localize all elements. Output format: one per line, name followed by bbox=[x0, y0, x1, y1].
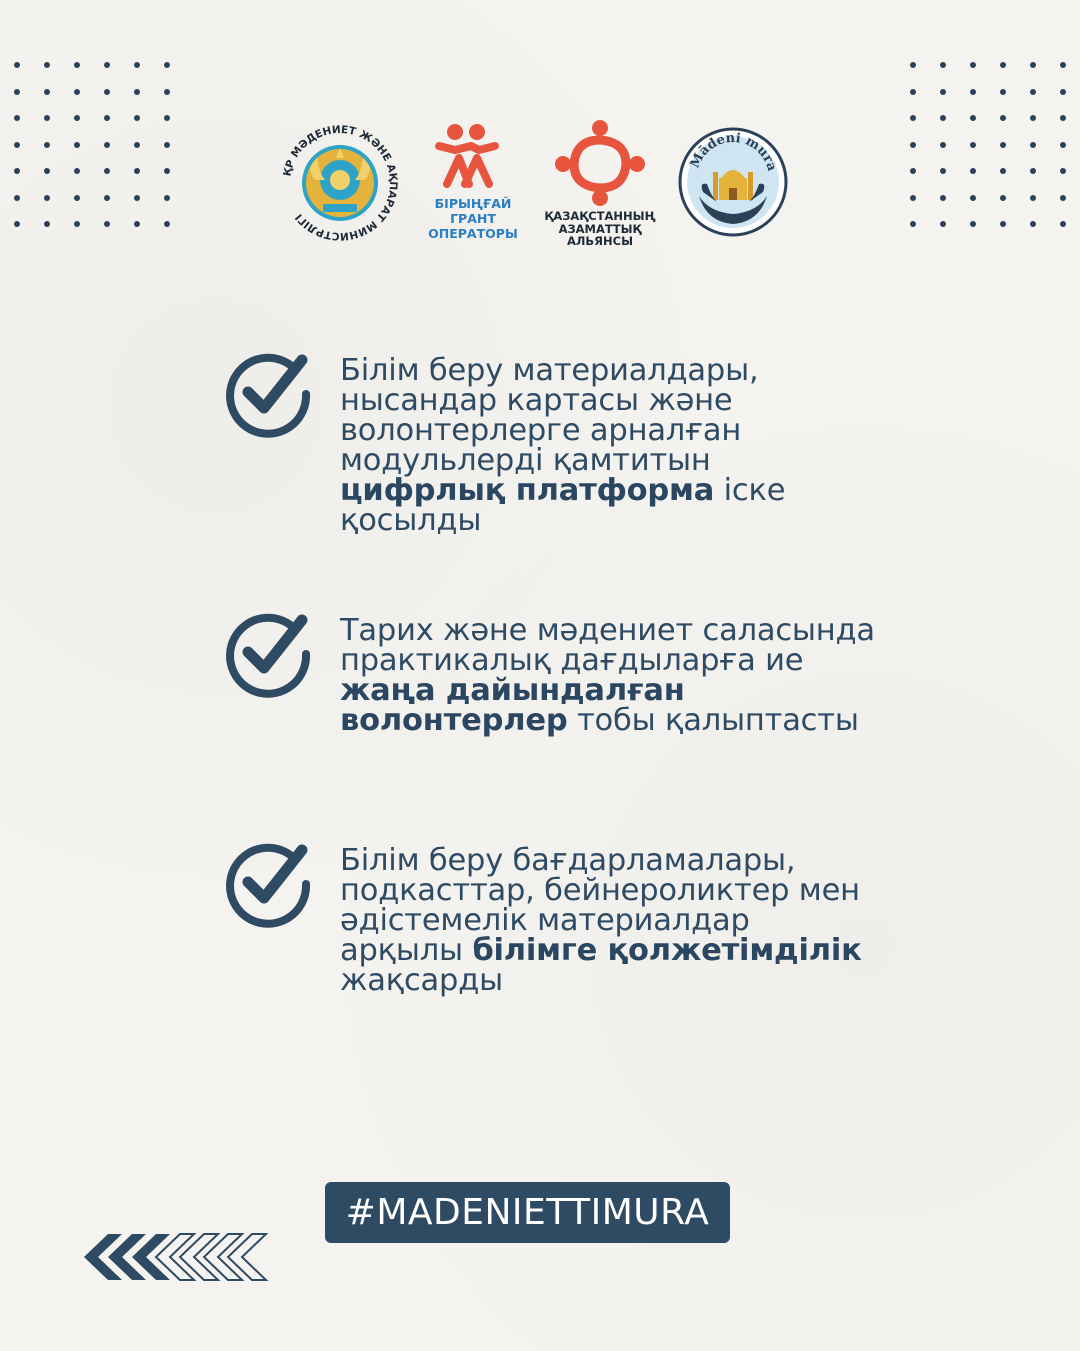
item-2-text bbox=[340, 613, 880, 738]
item-3-text bbox=[340, 843, 880, 998]
decor-dot bbox=[14, 195, 20, 201]
decor-dot bbox=[74, 168, 80, 174]
decor-dot bbox=[910, 142, 916, 148]
alliance-line3: АЛЬЯНСЫ bbox=[566, 234, 634, 248]
grant-line3: ОПЕРАТОРЫ bbox=[428, 226, 518, 241]
dot-pattern-right bbox=[910, 62, 1066, 227]
decor-dot bbox=[910, 115, 916, 121]
decor-dot bbox=[164, 62, 170, 68]
decor-dot bbox=[74, 62, 80, 68]
decor-dot bbox=[1030, 195, 1036, 201]
decor-dot bbox=[1030, 115, 1036, 121]
decor-dot bbox=[970, 142, 976, 148]
decor-dot bbox=[44, 168, 50, 174]
decor-dot bbox=[1060, 115, 1066, 121]
decor-dot bbox=[940, 142, 946, 148]
item-3-bold: білімге қолжетімділік bbox=[472, 933, 862, 968]
decor-dot bbox=[134, 221, 140, 227]
achievement-item-2 bbox=[222, 613, 875, 776]
decor-dot bbox=[14, 221, 20, 227]
decor-dot bbox=[1000, 142, 1006, 148]
decor-dot bbox=[1060, 221, 1066, 227]
decor-dot bbox=[1060, 195, 1066, 201]
mosque-hands-icon bbox=[677, 126, 789, 238]
decor-dot bbox=[14, 142, 20, 148]
decor-dot bbox=[940, 168, 946, 174]
decor-dot bbox=[134, 195, 140, 201]
decor-dot bbox=[14, 115, 20, 121]
decor-dot bbox=[1000, 168, 1006, 174]
decor-dot bbox=[134, 62, 140, 68]
decor-dot bbox=[104, 142, 110, 148]
decor-dot bbox=[970, 168, 976, 174]
checkmark-circle-icon bbox=[222, 606, 314, 698]
item-3-post: жақсарды bbox=[340, 963, 503, 998]
decor-dot bbox=[44, 142, 50, 148]
decor-dot bbox=[134, 142, 140, 148]
civil-alliance-logo bbox=[540, 118, 660, 248]
decor-dot bbox=[104, 89, 110, 95]
decor-dot bbox=[1060, 168, 1066, 174]
madeni-mura-logo bbox=[677, 126, 789, 238]
item-2-bold: жаңа дайындалған волонтерлер bbox=[340, 673, 685, 738]
item-1-text bbox=[340, 353, 880, 538]
decor-dot bbox=[910, 168, 916, 174]
kazakhstan-emblem-icon bbox=[275, 118, 405, 248]
decor-dot bbox=[14, 62, 20, 68]
decor-dot bbox=[74, 89, 80, 95]
grant-operator-logo bbox=[425, 120, 521, 246]
decor-dot bbox=[164, 89, 170, 95]
madeni-mura-arc-text: Mādeni mura bbox=[687, 130, 780, 173]
grant-line2: ГРАНТ bbox=[450, 211, 496, 226]
alliance-line2: АЗАМАТТЫҚ bbox=[558, 221, 642, 236]
decor-dot bbox=[1030, 142, 1036, 148]
ministry-logo bbox=[275, 118, 405, 248]
grant-line1: БІРЫҢҒАЙ bbox=[434, 196, 512, 211]
decor-dot bbox=[44, 62, 50, 68]
decor-dot bbox=[1030, 62, 1036, 68]
decor-dot bbox=[74, 195, 80, 201]
decor-dot bbox=[134, 89, 140, 95]
item-3-pre: Білім беру бағдарламалары, подкасттар, бейнероликтер мен әдістемелік материалдар арқылы bbox=[340, 843, 860, 968]
item-2-pre: Тарих және мәдениет саласында практикалық дағдыларға ие bbox=[340, 613, 875, 678]
decor-dot bbox=[1030, 221, 1036, 227]
achievement-item-1 bbox=[222, 353, 862, 538]
decor-dot bbox=[940, 89, 946, 95]
item-1-post: іске қосылды bbox=[340, 473, 786, 538]
decor-dot bbox=[14, 89, 20, 95]
checkmark-circle-icon bbox=[222, 836, 314, 928]
decor-dot bbox=[910, 62, 916, 68]
decor-dot bbox=[1000, 62, 1006, 68]
decor-dot bbox=[164, 142, 170, 148]
decor-dot bbox=[104, 115, 110, 121]
decor-dot bbox=[74, 142, 80, 148]
decor-dot bbox=[164, 168, 170, 174]
decor-dot bbox=[940, 221, 946, 227]
people-figures-icon bbox=[425, 120, 521, 190]
item-1-bold: цифрлық платформа bbox=[340, 473, 715, 508]
partner-logos bbox=[275, 118, 795, 248]
ministry-ring-text: ҚР МӘДЕНИЕТ ЖӘНЕ АҚПАРАТ МИНИСТРЛІГІ bbox=[281, 123, 400, 243]
decor-dot bbox=[104, 221, 110, 227]
decor-dot bbox=[970, 62, 976, 68]
decor-dot bbox=[74, 221, 80, 227]
decor-dot bbox=[44, 89, 50, 95]
decor-dot bbox=[14, 168, 20, 174]
decor-dot bbox=[970, 89, 976, 95]
decor-dot bbox=[1000, 115, 1006, 121]
decor-dot bbox=[134, 168, 140, 174]
chevron-left-arrows-icon bbox=[80, 1232, 280, 1282]
dot-pattern-left bbox=[14, 62, 170, 227]
decor-dot bbox=[104, 62, 110, 68]
decor-dot bbox=[44, 195, 50, 201]
decor-dot bbox=[970, 115, 976, 121]
decor-dot bbox=[1030, 168, 1036, 174]
decor-dot bbox=[1030, 89, 1036, 95]
item-1-pre: Білім беру материалдары, нысандар картасы және волонтерлерге арналған модульлерді қамтитын bbox=[340, 353, 759, 478]
decor-dot bbox=[104, 168, 110, 174]
decor-dot bbox=[970, 195, 976, 201]
decor-dot bbox=[164, 115, 170, 121]
decor-dot bbox=[910, 221, 916, 227]
decor-dot bbox=[134, 115, 140, 121]
checkmark-circle-icon bbox=[222, 346, 314, 438]
decor-dot bbox=[164, 221, 170, 227]
decor-dot bbox=[1060, 89, 1066, 95]
item-2-post: тобы қалыптасты bbox=[567, 703, 859, 738]
alliance-line1: ҚАЗАҚСТАННЫҢ bbox=[544, 209, 656, 223]
decor-dot bbox=[74, 115, 80, 121]
decor-dot bbox=[1000, 89, 1006, 95]
decor-dot bbox=[1060, 62, 1066, 68]
hashtag-badge: #MADENIETTIMURA bbox=[325, 1182, 730, 1243]
alliance-circle-icon bbox=[540, 118, 660, 206]
decor-dot bbox=[104, 195, 110, 201]
decor-dot bbox=[940, 62, 946, 68]
decor-dot bbox=[1000, 195, 1006, 201]
decor-dot bbox=[44, 115, 50, 121]
decor-dot bbox=[44, 221, 50, 227]
decor-dot bbox=[910, 195, 916, 201]
decor-dot bbox=[940, 195, 946, 201]
decor-dot bbox=[910, 89, 916, 95]
decor-dot bbox=[1000, 221, 1006, 227]
decor-dot bbox=[1060, 142, 1066, 148]
achievement-item-3 bbox=[222, 843, 862, 1006]
decor-dot bbox=[940, 115, 946, 121]
decor-dot bbox=[164, 195, 170, 201]
decor-dot bbox=[970, 221, 976, 227]
